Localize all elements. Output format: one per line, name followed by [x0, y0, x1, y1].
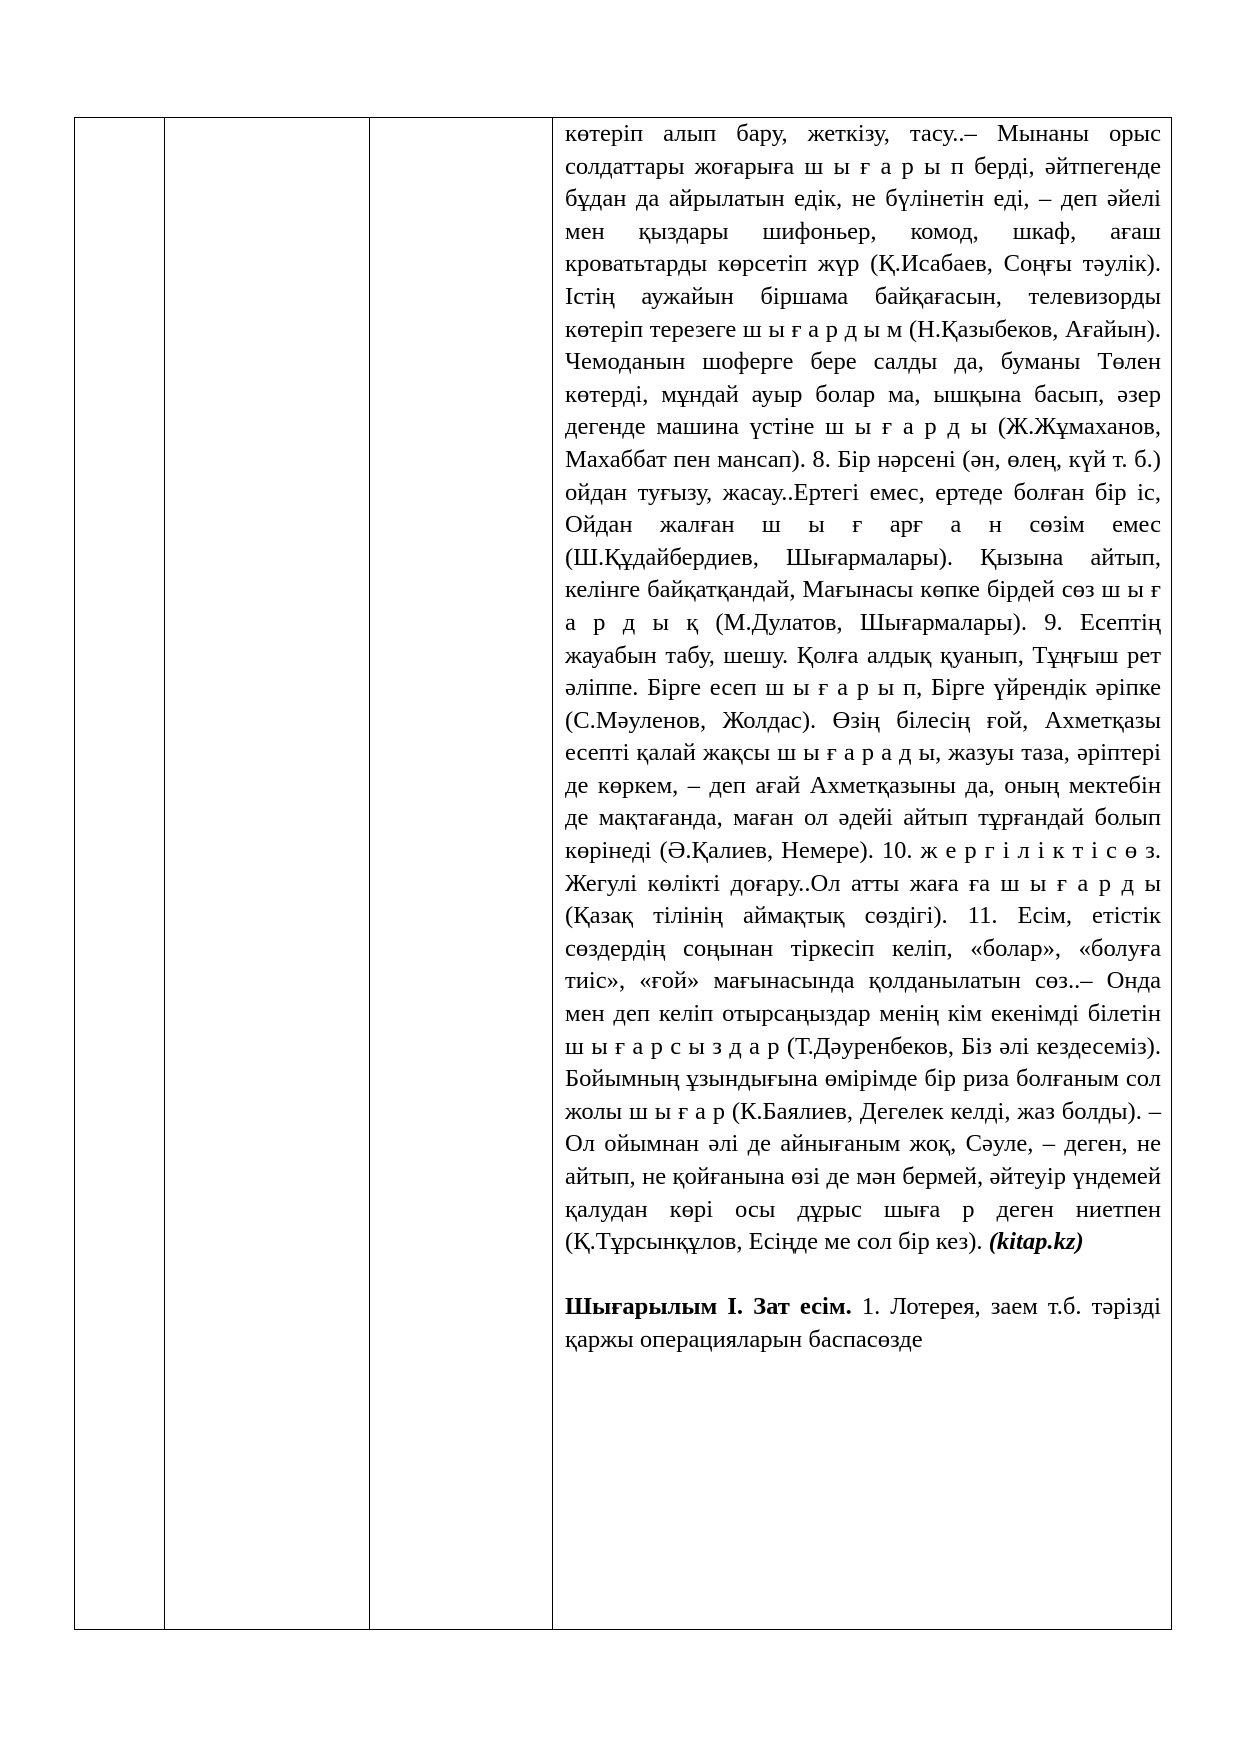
table-row	[75, 118, 1172, 1630]
entry-paragraph	[565, 118, 1161, 1259]
headword: Шығарылым І. Зат есім.	[565, 1293, 852, 1321]
empty-cell-2	[165, 118, 370, 1630]
entry-continuation-text: көтеріп алып бару, жеткізу, тасу..– Мынаны орыс солдаттары жоғарыға ш ы ғ а р ы п берді, әйтпегенде бұдан да айрылатын едік, не бүлінетін еді, – деп әйелі мен қыздары шифоньер, комод, шкаф, ағаш кроватьтарды көрсетіп жүр (Қ.Исабаев, Соңғы тәулік). Істің аужайын біршама байқағасын, телевизорды көтеріп терезеге ш ы ғ а р д ы м (Н.Қазыбеков, Ағайын). Чемоданын шоферге бере салды да, буманы Төлен көтерді, мұндай ауыр болар ма, ышқына басып, әзер дегенде машина үстіне ш ы ғ а р д ы (Ж.Жұмаханов, Махаббат пен мансап). 8. Бір нәрсені (ән, өлең, күй т. б.) ойдан туғызу, жасау..Ертегі емес, ертеде болған бір іс, Ойдан жалған ш ы ғ арғ а н сөзім емес (Ш.Құдайбердиев, Шығармалары). Қызына айтып, келінге байқатқандай, Мағынасы көпке бірдей сөз ш ы ғ а р д ы қ (М.Дулатов, Шығармалары). 9. Есептің жауабын табу, шешу. Қолға алдық қуанып, Тұңғыш рет әліппе. Бірге есеп ш ы ғ а р ы п, Бірге үйрендік әріпке (С.Мәуленов, Жолдас). Өзің білесің ғой, Ахметқазы есепті қалай жақсы ш ы ғ а р а д ы, жазуы таза, әріптері де көркем, – деп ағай Ахметқазыны да, оның мектебін де мақтағанда, маған ол әдейі айтып тұрғандай болып көрінеді (Ә.Қалиев, Немере). 10. ж е р г і л і к т і с ө з. Жегулі көлікті доғару..Ол атты жаға ға ш ы ғ а р д ы (Қазақ тілінің аймақтық сөздігі). 11. Есім, етістік сөздердің соңынан тіркесіп келіп, «болар», «болуға тиіс», «ғой» мағынасында қолданылатын сөз..– Онда мен деп келіп отырсаңыздар менің кім екенімді білетін ш ы ғ а р с ы з д а р (Т.Дәуренбеков, Біз әлі кездесеміз). Бойымның ұзындығына өмірімде бір риза болғаным сол жолы ш ы ғ а р (К.Баялиев, Дегелек келді, жаз болды). – Ол ойымнан әлі де айнығаным жоқ, Сәуле, – деген, не айтып, не қойғанына өзі де мән бермей, әйтеуір үндемей қалудан көрі осы дұрыс шыға р деген ниетпен (Қ.Тұрсынқұлов, Есіңде ме сол бір кез).	[565, 120, 1161, 1256]
dictionary-table	[74, 117, 1172, 1630]
next-entry-text: 1. Лотерея, заем т.б. тәрізді қаржы операцияларын баспасөзде	[565, 1293, 1162, 1353]
next-entry-paragraph	[565, 1291, 1161, 1356]
empty-cell-1	[75, 118, 165, 1630]
paragraph-gap	[565, 1259, 1161, 1292]
definition-cell	[553, 118, 1172, 1630]
source-tag: (kitap.kz)	[988, 1228, 1084, 1256]
empty-cell-3	[370, 118, 553, 1630]
